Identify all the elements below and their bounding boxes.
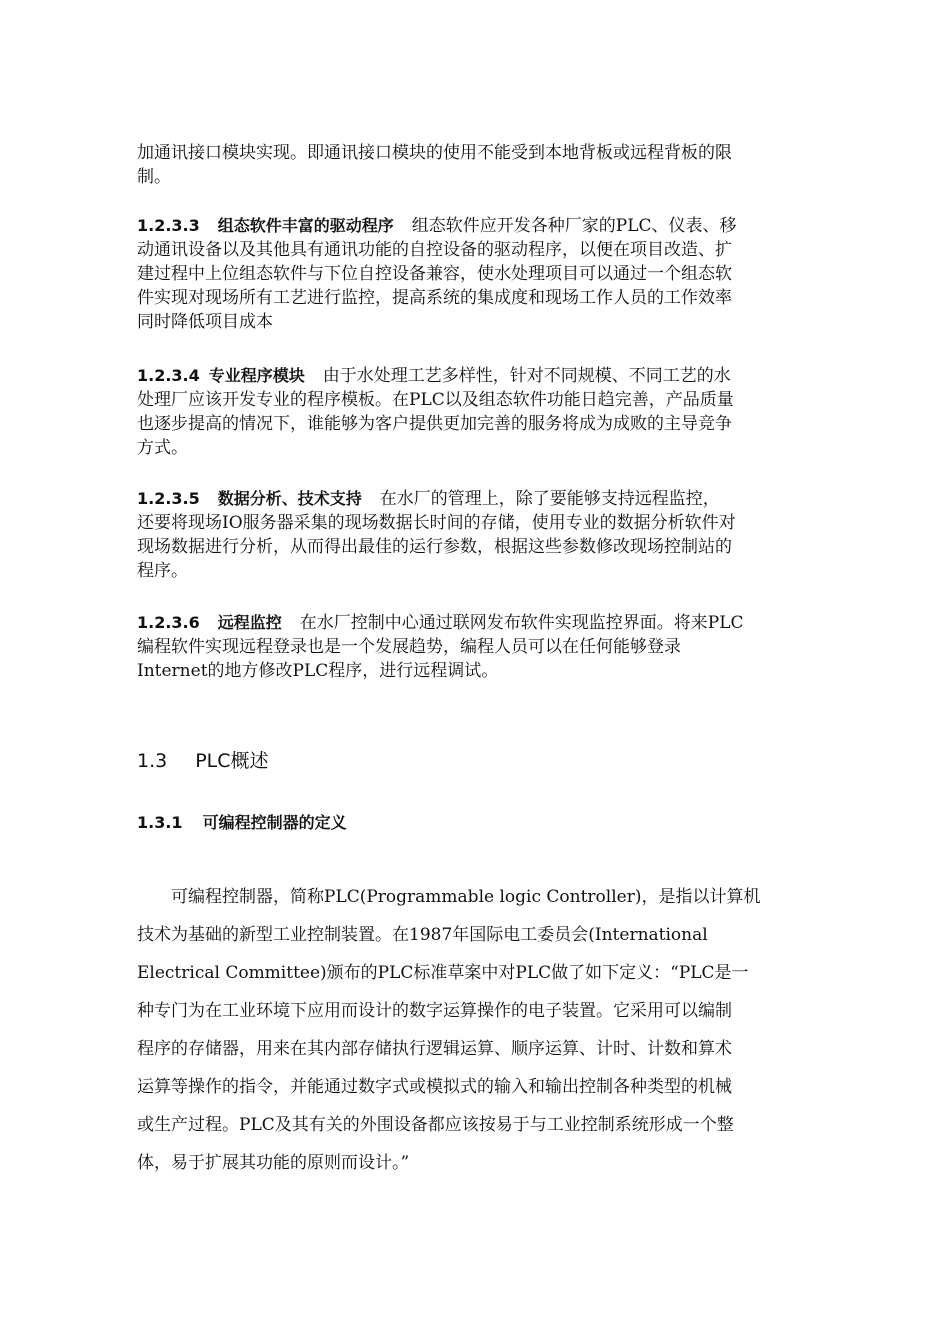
- item-first-line: [137, 364, 817, 388]
- text-line: 还要将现场IO服务器采集的现场数据长时间的存储，使用专业的数据分析软件对: [137, 513, 736, 533]
- text-line: 运算等操作的指令，并能通过数字式或模拟式的输入和输出控制各种类型的机械: [137, 1077, 732, 1097]
- item-number: 1.2.3.6: [137, 613, 200, 632]
- text-line: 或生产过程。PLC及其有关的外围设备都应该按易于与工业控制系统形成一个整: [137, 1115, 734, 1135]
- text-line: 技术为基础的新型工业控制装置。在1987年国际电工委员会(International: [137, 925, 708, 945]
- item-text: 在水厂控制中心通过联网发布软件实现监控界面。将来PLC: [299, 613, 744, 633]
- definition-paragraph: [137, 878, 817, 1182]
- text-line: 方式。: [137, 438, 188, 458]
- item-text: 组态软件应开发各种厂家的PLC、仪表、移: [411, 216, 737, 236]
- item-1-2-3-4: [137, 364, 817, 460]
- item-text: 由于水处理工艺多样性，针对不同规模、不同工艺的水: [322, 366, 731, 386]
- item-1-2-3-3: [137, 214, 817, 334]
- item-title: 数据分析、技术支持: [217, 489, 362, 508]
- item-title: 组态软件丰富的驱动程序: [217, 216, 394, 235]
- text-line: 可编程控制器，简称PLC(Programmable logic Controller)，是指以计算机: [137, 887, 761, 907]
- section-title: PLC概述: [195, 750, 269, 772]
- item-title: 专业程序模块: [208, 366, 305, 385]
- item-1-2-3-6: [137, 611, 817, 683]
- item-1-2-3-5: [137, 487, 817, 583]
- subsection-number: 1.3.1: [137, 813, 183, 832]
- text-line: 程序的存储器，用来在其内部存储执行逻辑运算、顺序运算、计时、计数和算术: [137, 1039, 732, 1059]
- item-number: 1.2.3.3: [137, 216, 200, 235]
- item-number: 1.2.3.4: [137, 366, 200, 385]
- item-text: 在水厂的管理上，除了要能够支持远程监控，: [379, 489, 720, 509]
- text-line: 处理厂应该开发专业的程序模板。在PLC以及组态软件功能日趋完善，产品质量: [137, 390, 734, 410]
- text-line: 同时降低项目成本: [137, 312, 273, 332]
- subsection-heading: [137, 811, 347, 835]
- text-line: 体，易于扩展其功能的原则而设计。”: [137, 1153, 410, 1173]
- text-line: Electrical Committee)颁布的PLC标准草案中对PLC做了如下定义：“PLC是一: [137, 963, 749, 983]
- section-heading: [137, 748, 269, 774]
- text-line: 种专门为在工业环境下应用而设计的数字运算操作的电子装置。它采用可以编制: [137, 1001, 732, 1021]
- text-line: 也逐步提高的情况下，谁能够为客户提供更加完善的服务将成为成败的主导竞争: [137, 414, 732, 434]
- text-line: 建过程中上位组态软件与下位自控设备兼容，使水处理项目可以通过一个组态软: [137, 264, 732, 284]
- text-line: 动通讯设备以及其他具有通讯功能的自控设备的驱动程序，以便在项目改造、扩: [137, 240, 732, 260]
- text-line: 制。: [137, 167, 171, 187]
- item-title: 远程监控: [217, 613, 282, 632]
- subsection-title: 可编程控制器的定义: [202, 813, 347, 832]
- text-line: 程序。: [137, 561, 188, 581]
- item-number: 1.2.3.5: [137, 489, 200, 508]
- intro-paragraph: [137, 141, 817, 189]
- text-line: 现场数据进行分析，从而得出最佳的运行参数，根据这些参数修改现场控制站的: [137, 537, 732, 557]
- item-first-line: [137, 214, 817, 238]
- section-number: 1.3: [137, 750, 168, 772]
- item-first-line: [137, 487, 817, 511]
- text-line: 件实现对现场所有工艺进行监控，提高系统的集成度和现场工作人员的工作效率: [137, 288, 732, 308]
- item-first-line: [137, 611, 817, 635]
- text-line: Internet的地方修改PLC程序，进行远程调试。: [137, 661, 499, 681]
- text-line: 加通讯接口模块实现。即通讯接口模块的使用不能受到本地背板或远程背板的限: [137, 143, 732, 163]
- text-line: 编程软件实现远程登录也是一个发展趋势，编程人员可以在任何能够登录: [137, 637, 681, 657]
